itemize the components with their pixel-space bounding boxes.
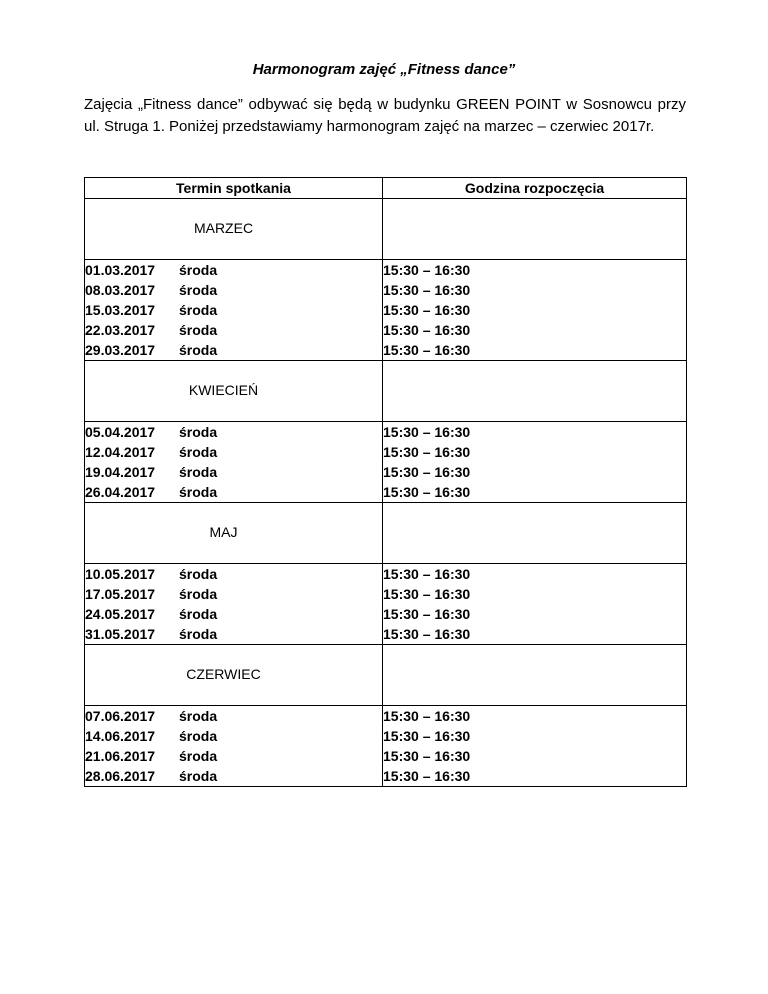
- intro-paragraph: Zajęcia „Fitness dance” odbywać się będą w budynku GREEN POINT w Sosnowcu przy ul. Struga 1. Poniżej przedstawiamy harmonogram zajęć na marzec – czerwiec 2017r.: [84, 96, 686, 135]
- session-weekday: środa: [179, 444, 218, 460]
- session-time: 15:30 – 16:30: [383, 728, 471, 744]
- month-label: CZERWIEC: [186, 666, 261, 682]
- session-time: 15:30 – 16:30: [383, 484, 471, 500]
- list-item: [85, 422, 382, 442]
- session-time: 15:30 – 16:30: [383, 342, 471, 358]
- session-weekday: środa: [179, 302, 218, 318]
- session-weekday: środa: [179, 728, 218, 744]
- times-cell: [383, 706, 687, 787]
- session-date: 26.04.2017: [85, 484, 156, 500]
- session-weekday: środa: [179, 768, 218, 784]
- schedule-body: [85, 199, 687, 787]
- header-termin: Termin spotkania: [85, 178, 383, 199]
- dates-cell: [85, 564, 383, 645]
- session-time: 15:30 – 16:30: [383, 322, 471, 338]
- session-time: 15:30 – 16:30: [383, 566, 471, 582]
- session-time: 15:30 – 16:30: [383, 302, 471, 318]
- session-time: 15:30 – 16:30: [383, 464, 471, 480]
- month-row: [85, 199, 687, 260]
- session-weekday: środa: [179, 484, 218, 500]
- session-date: 05.04.2017: [85, 424, 156, 440]
- session-time: 15:30 – 16:30: [383, 748, 471, 764]
- header-godzina: Godzina rozpoczęcia: [383, 178, 687, 199]
- session-weekday: środa: [179, 464, 218, 480]
- list-item: [85, 300, 382, 320]
- list-item: [85, 746, 382, 766]
- session-time: 15:30 – 16:30: [383, 282, 471, 298]
- session-weekday: środa: [179, 322, 218, 338]
- month-empty-cell: [383, 645, 687, 706]
- times-cell: [383, 260, 687, 361]
- session-weekday: środa: [179, 708, 218, 724]
- session-date: 28.06.2017: [85, 768, 156, 784]
- session-weekday: środa: [179, 424, 218, 440]
- session-weekday: środa: [179, 566, 218, 582]
- session-time: 15:30 – 16:30: [383, 586, 471, 602]
- month-empty-cell: [383, 199, 687, 260]
- list-item: [85, 604, 382, 624]
- month-label: MARZEC: [193, 220, 254, 236]
- month-cell: [85, 199, 383, 260]
- dates-row: [85, 422, 687, 503]
- month-label: KWIECIEŃ: [188, 382, 259, 398]
- times-cell: [383, 564, 687, 645]
- session-date: 12.04.2017: [85, 444, 156, 460]
- month-empty-cell: [383, 503, 687, 564]
- session-time: 15:30 – 16:30: [383, 768, 471, 784]
- dates-row: [85, 706, 687, 787]
- month-row: [85, 645, 687, 706]
- session-time: 15:30 – 16:30: [383, 444, 471, 460]
- month-row: [85, 503, 687, 564]
- dates-cell: [85, 260, 383, 361]
- month-row: [85, 361, 687, 422]
- session-weekday: środa: [179, 586, 218, 602]
- list-item: [85, 340, 382, 360]
- month-cell: [85, 503, 383, 564]
- list-item: [85, 564, 382, 584]
- session-time: 15:30 – 16:30: [383, 708, 471, 724]
- session-date: 15.03.2017: [85, 302, 156, 318]
- list-item: [85, 260, 382, 280]
- session-weekday: środa: [179, 262, 218, 278]
- session-weekday: środa: [179, 282, 218, 298]
- session-date: 07.06.2017: [85, 708, 156, 724]
- month-label: MAJ: [209, 524, 238, 540]
- month-empty-cell: [383, 361, 687, 422]
- session-weekday: środa: [179, 626, 218, 642]
- session-date: 24.05.2017: [85, 606, 156, 622]
- dates-cell: [85, 422, 383, 503]
- list-item: [85, 584, 382, 604]
- session-date: 29.03.2017: [85, 342, 156, 358]
- document-title: Harmonogram zajęć „Fitness dance”: [252, 61, 516, 78]
- schedule-table: [84, 177, 687, 787]
- session-time: 15:30 – 16:30: [383, 626, 471, 642]
- list-item: [85, 482, 382, 502]
- session-time: 15:30 – 16:30: [383, 262, 471, 278]
- session-date: 17.05.2017: [85, 586, 156, 602]
- session-weekday: środa: [179, 342, 218, 358]
- dates-cell: [85, 706, 383, 787]
- list-item: [85, 624, 382, 644]
- dates-row: [85, 564, 687, 645]
- session-date: 21.06.2017: [85, 748, 156, 764]
- list-item: [85, 442, 382, 462]
- list-item: [85, 320, 382, 340]
- session-time: 15:30 – 16:30: [383, 606, 471, 622]
- list-item: [85, 706, 382, 726]
- list-item: [85, 280, 382, 300]
- session-date: 01.03.2017: [85, 262, 156, 278]
- times-cell: [383, 422, 687, 503]
- list-item: [85, 726, 382, 746]
- month-cell: [85, 361, 383, 422]
- list-item: [85, 462, 382, 482]
- session-date: 08.03.2017: [85, 282, 156, 298]
- session-weekday: środa: [179, 606, 218, 622]
- dates-row: [85, 260, 687, 361]
- session-weekday: środa: [179, 748, 218, 764]
- session-date: 10.05.2017: [85, 566, 156, 582]
- session-date: 31.05.2017: [85, 626, 156, 642]
- table-header-row: [85, 178, 687, 199]
- list-item: [85, 766, 382, 786]
- session-time: 15:30 – 16:30: [383, 424, 471, 440]
- session-date: 22.03.2017: [85, 322, 156, 338]
- session-date: 19.04.2017: [85, 464, 156, 480]
- session-date: 14.06.2017: [85, 728, 156, 744]
- month-cell: [85, 645, 383, 706]
